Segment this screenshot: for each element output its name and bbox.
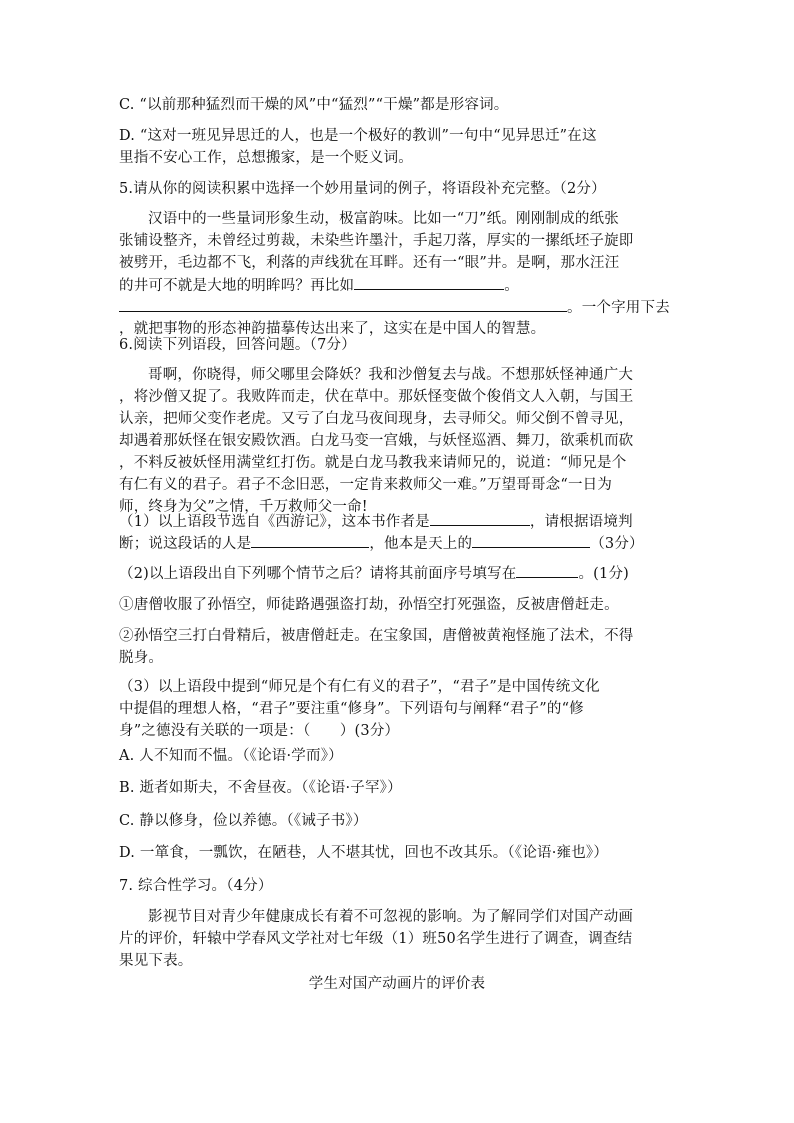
q5-passage: 汉语中的一些量词形象生动，极富韵味。比如一“刀”纸。刚刚制成的纸张 张铺设整齐，未曾经过剪裁，未染些许墨汁，手起刀落，厚实的一摞纸坯子旋即 被劈开，毛边都不飞，利落的声线犹在耳畔。还有一“眼”井。是啊，那水汪汪 的井可不就是大地的明眸吗？再比如 。 。一个字用下去 ，就把事物的形态神韵描摹传达出来了，这实在是中国人的智慧。 — [119, 211, 670, 337]
q6-choice-b: B. 逝者如斯夫，不舍昼夜。（《论语·子罕》） — [119, 780, 402, 796]
q6-author-blank[interactable] — [430, 510, 530, 526]
q4-option-c: C. “以前那种猛烈而干燥的风”中“猛烈”“干燥”都是形容词。 — [119, 97, 509, 113]
q6-choice-a: A. 人不知而不愠。（《论语·学而》） — [119, 748, 343, 764]
q6-choice-c: C. 静以修身，俭以养德。（《诫子书》） — [119, 813, 368, 829]
table-title: 学生对国产动画片的评价表 — [308, 976, 486, 992]
q5-answer-blank-1[interactable] — [354, 274, 504, 290]
q7-passage: 影视节目对青少年健康成长有着不可忽视的影响。为了解同学们对国产动画 片的评价，轩辕中学春风文学社对七年级（1）班50名学生进行了调查，调查结 果见下表。 — [119, 909, 634, 969]
q5-answer-blank-2[interactable] — [119, 296, 567, 312]
q6-passage: 哥啊，你晓得，师父哪里会降妖？我和沙僧复去与战。不想那妖怪神通广大 ，将沙僧又捉了。我败阵而走，伏在草中。那妖怪变做个俊俏文人入朝，与国王 认亲，把师父变作老虎。又亏了白龙马夜间现身，去寻师父。师父倒不曾寻见， 却遇着那妖怪在银安殿饮酒。白龙马变一宫娥，与妖怪巡酒、舞刀，欲乘机而砍 ，不料反被妖怪用满堂红打伤。就是白龙马教我来请师兄的，说道：“师兄是个 有仁有义的君子。君子不念旧恶，一定肯来救师父一难。”万望哥哥念“一日为 师，终身为父”之情，千万救师父一命! — [119, 367, 634, 515]
q6-prompt: 6.阅读下列语段，回答问题。（7分） — [119, 337, 356, 353]
q6-choice-d: D. 一箪食，一瓢饮，在陋巷，人不堪其忧，回也不改其乐。（《论语·雍也》） — [119, 845, 609, 861]
q6-option-1: ①唐僧收服了孙悟空，师徒路遇强盗打劫，孙悟空打死强盗，反被唐僧赶走。 — [119, 597, 619, 613]
q7-prompt: 7. 综合性学习。（4分） — [119, 878, 273, 894]
q5-prompt: 5.请从你的阅读积累中选择一个妙用量词的例子，将语段补充完整。（2分） — [119, 181, 606, 197]
q6-sub3: （3）以上语段中提到“师兄是个有仁有义的君子”，“君子”是中国传统文化 中提倡的理想人格，“君子”要注重“修身”。下列语句与阐释“君子”的“修 身”之德没有关联的一项是：（ ）(3分） — [119, 679, 600, 739]
q6-option-2: ②孙悟空三打白骨精后，被唐僧赶走。在宝象国，唐僧被黄袍怪施了法术，不得 脱身。 — [119, 628, 634, 666]
q6-speaker-blank[interactable] — [251, 532, 369, 548]
q6-origin-blank[interactable] — [472, 532, 590, 548]
q6-sub1: （1）以上语段节选自《西游记》，这本书作者是 ，请根据语境判 断；说这段话的人是 ，他本是天上的 （3分） — [119, 510, 677, 554]
q6-sequence-blank[interactable] — [516, 562, 578, 578]
q6-sub2: （2)以上语段出自下列哪个情节之后？请将其前面序号填写在 。(1分) — [119, 562, 677, 584]
q4-option-d: D. “这对一班见异思迁的人，也是一个极好的教训”一句中“见异思迁”在这 里指不安心工作，总想搬家，是一个贬义词。 — [119, 128, 597, 166]
